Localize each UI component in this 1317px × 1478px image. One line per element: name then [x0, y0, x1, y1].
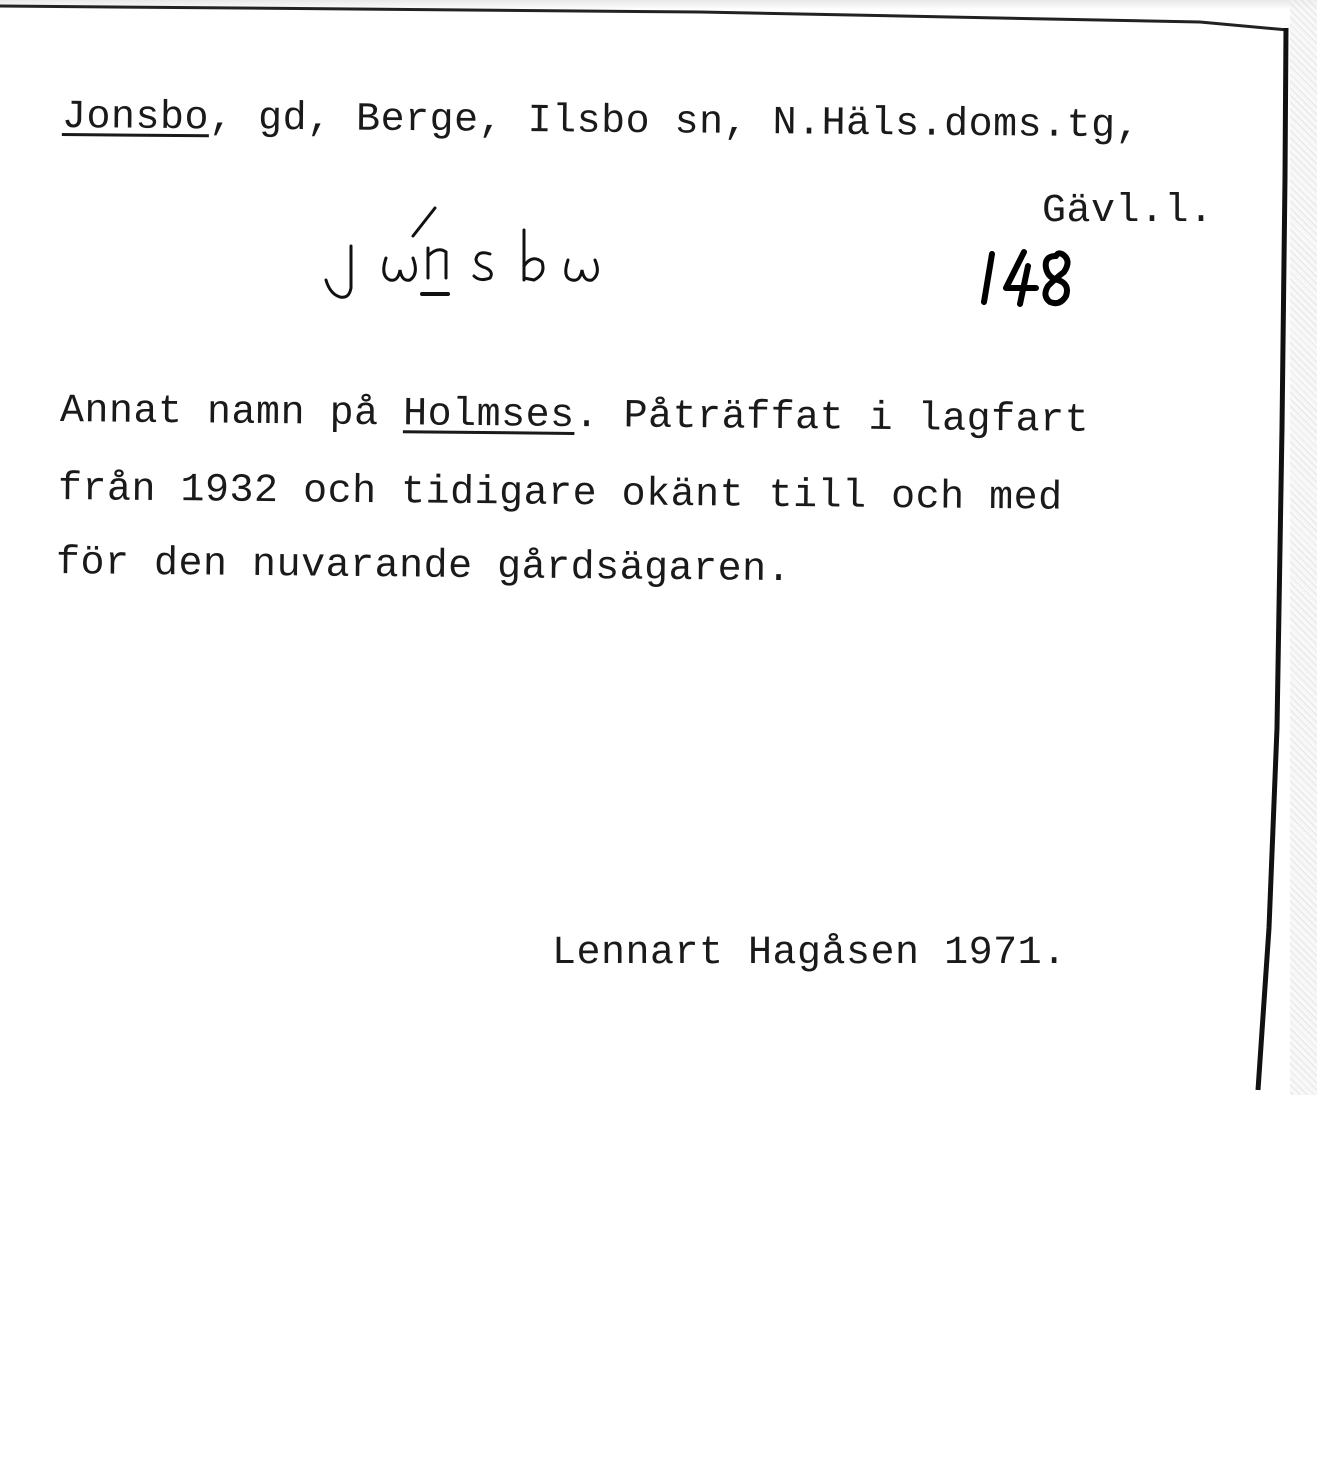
alternate-name: Holmses — [402, 392, 575, 439]
card-top-border — [0, 0, 1292, 32]
body-line-3: för den nuvarande gårdsägaren. — [55, 541, 792, 594]
place-name: Jonsbo — [61, 95, 210, 142]
signature: Lennart Hagåsen 1971. — [552, 931, 1067, 976]
number-drawing — [972, 244, 1082, 316]
card-right-border — [1255, 28, 1291, 1093]
handwritten-number — [972, 244, 1082, 316]
handwritten-pronunciation — [318, 196, 608, 308]
county: Gävl.l. — [1042, 189, 1214, 234]
heading-line — [61, 95, 1141, 150]
body-line-1-post: . Påträffat i lagfart — [574, 393, 1090, 444]
body-line-1-pre: Annat namn på — [59, 389, 404, 438]
scan-shadow — [1290, 0, 1317, 1095]
body-line-2: från 1932 och tidigare okänt till och med — [57, 467, 1063, 522]
place-details: , gd, Berge, Ilsbo sn, N.Häls.doms.tg, — [208, 96, 1141, 150]
pronunciation-drawing — [318, 196, 608, 308]
body-line-1 — [59, 389, 1090, 444]
